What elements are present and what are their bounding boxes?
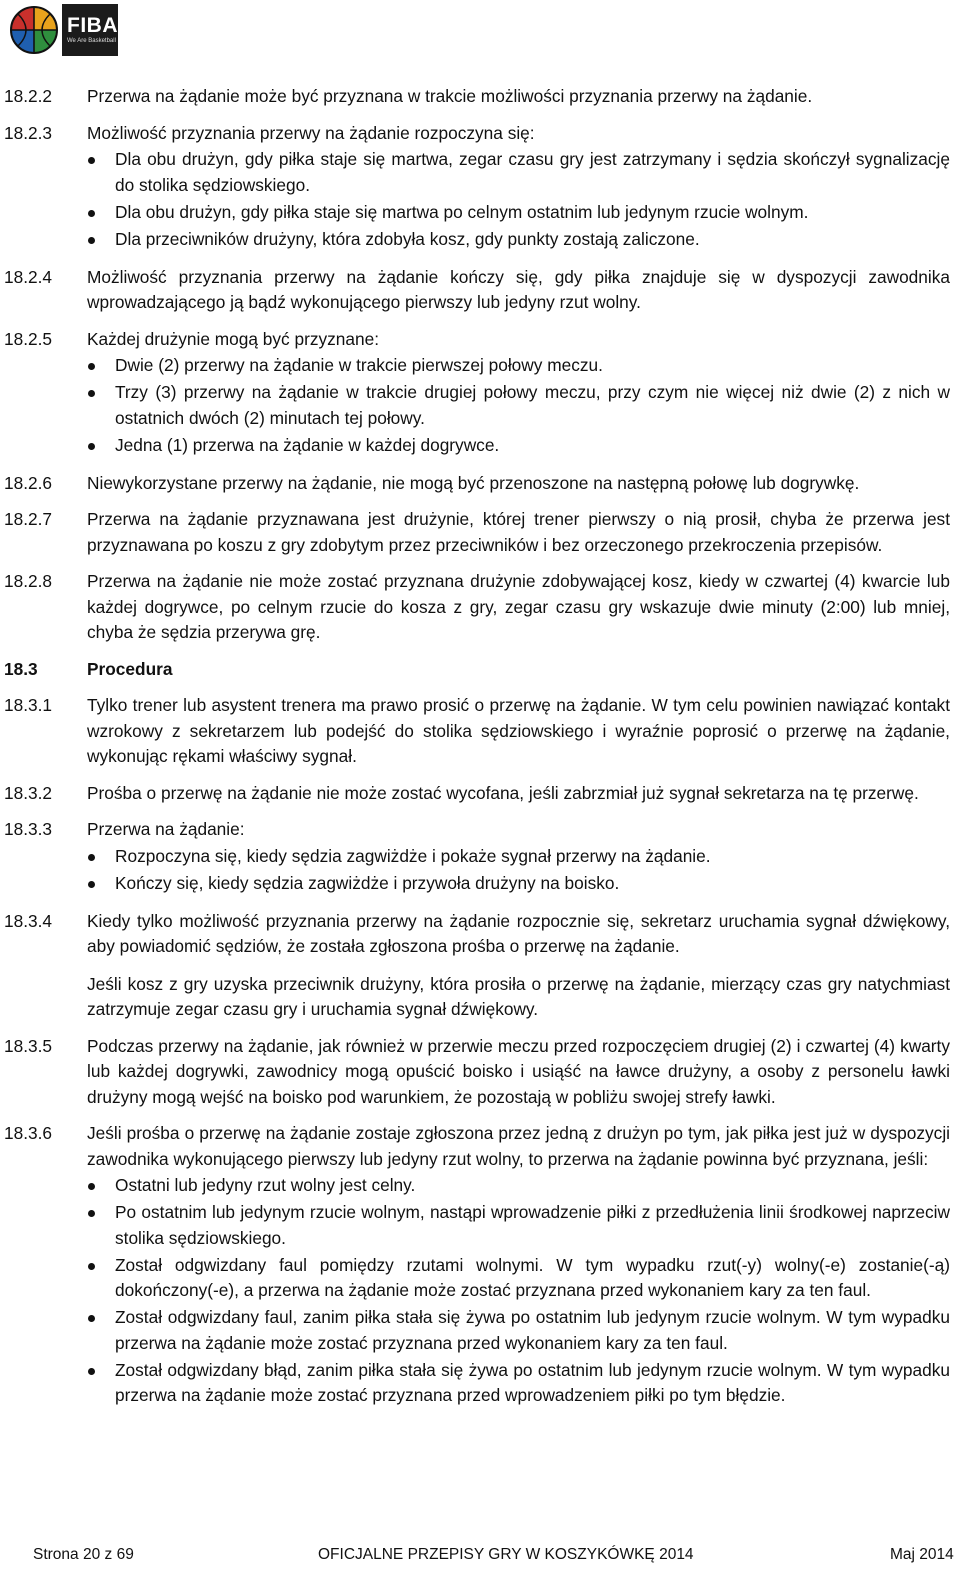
section-number: 18.2.6 — [4, 472, 53, 493]
section-number: 18.3.5 — [4, 1035, 53, 1056]
rule-section — [4, 1121, 950, 1410]
section-body — [87, 693, 950, 770]
section-number: 18.2.5 — [4, 328, 53, 349]
bullet-list — [87, 353, 950, 458]
bullet-item: Został odgwizdany faul pomiędzy rzutami wolnymi. W tym wypadku rzut(-y) wolny(-e) zostanie(-ą) dokończony(-e), a przerwa na żądanie może zostać przyznana przed wykonaniem kary za ten faul. — [87, 1253, 950, 1304]
logo-wordmark — [62, 4, 118, 56]
section-number: 18.3.1 — [4, 695, 53, 715]
logo-text: FIBA — [67, 14, 118, 37]
section-number: 18.2.3 — [4, 122, 53, 143]
section-body — [87, 657, 950, 683]
section-number: 18.3 — [4, 658, 38, 679]
section-paragraph: Podczas przerwy na żądanie, jak również w przerwie meczu przed rozpoczęciem drugiej (2) i czwartej (4) kwarty lub każdej dogrywki, zawodnicy mogą opuścić boisko i usiąść na ławce drużyny, a osoby z personelu ławki drużyny mogą wejść na boisko pod warunkiem, że pozostają w pobliżu swojej strefy ławki. — [87, 1035, 950, 1107]
rule-section — [4, 1034, 950, 1111]
rule-section — [4, 781, 950, 807]
rule-section — [4, 569, 950, 646]
basketball-globe-icon — [6, 4, 62, 56]
rule-section — [4, 327, 950, 460]
section-number: 18.2.4 — [4, 266, 53, 287]
section-number: 18.2.7 — [4, 509, 53, 529]
section-paragraph: Kiedy tylko możliwość przyznania przerwy na żądanie rozpocznie się, sekretarz uruchamia sygnał dźwiękowy, aby powiadomić sędziów, że została zgłoszona prośba o przerwę na żądanie. — [87, 910, 950, 956]
section-body — [87, 327, 950, 460]
section-body — [87, 817, 950, 898]
document-body — [4, 84, 950, 1421]
rule-section — [4, 471, 950, 497]
bullet-item: Rozpoczyna się, kiedy sędzia zagwiżdże i pokaże sygnał przerwy na żądanie. — [87, 844, 950, 870]
bullet-item: Dla przeciwników drużyny, która zdobyła kosz, gdy punkty zostają zaliczone. — [87, 227, 950, 253]
section-paragraph: Niewykorzystane przerwy na żądanie, nie mogą być przenoszone na następną połowę lub dogrywkę. — [87, 472, 860, 493]
logo-tagline: We Are Basketball — [67, 38, 116, 44]
section-body — [87, 471, 950, 497]
rule-section — [4, 817, 950, 898]
section-paragraph: Prośba o przerwę na żądanie nie może zostać wycofana, jeśli zabrzmiał już sygnał sekretarza na tę przerwę. — [87, 782, 919, 803]
section-number: 18.3.2 — [4, 782, 53, 803]
section-paragraph: Możliwość przyznania przerwy na żądanie rozpoczyna się: — [87, 122, 535, 143]
bullet-item: Jedna (1) przerwa na żądanie w każdej dogrywce. — [87, 433, 950, 459]
section-number: 18.2.2 — [4, 86, 53, 106]
section-number: 18.3.6 — [4, 1123, 53, 1143]
rule-section — [4, 84, 950, 110]
section-paragraph: Jeśli kosz z gry uzyska przeciwnik drużyny, która prosiła o przerwę na żądanie, mierzący czas gry natychmiast zatrzymuje zegar czasu gry i uruchamia sygnał dźwiękowy. — [87, 973, 950, 1019]
fiba-logo — [6, 4, 118, 56]
section-body — [87, 1034, 950, 1111]
bullet-item: Ostatni lub jedyny rzut wolny jest celny. — [87, 1173, 950, 1199]
section-body — [87, 909, 950, 1023]
section-paragraph: Przerwa na żądanie może być przyznana w trakcie możliwości przyznania przerwy na żądanie. — [87, 86, 813, 106]
section-paragraph: Przerwa na żądanie: — [87, 819, 245, 839]
bullet-item: Trzy (3) przerwy na żądanie w trakcie drugiej połowy meczu, przy czym nie więcej niż dwie (2) z nich w ostatnich dwóch (2) minutach tej połowy. — [87, 380, 950, 431]
section-paragraph: Możliwość przyznania przerwy na żądanie kończy się, gdy piłka znajduje się w dyspozycji zawodnika wprowadzającego ją bądź wykonującego pierwszy lub jedyny rzut wolny. — [87, 266, 950, 312]
bullet-item: Został odgwizdany faul, zanim piłka stała się żywa po ostatnim lub jedynym rzucie wolnym. W tym wypadku przerwa na żądanie może zostać przyznana przed wykonaniem kary za ten faul. — [87, 1305, 950, 1356]
section-body — [87, 569, 950, 646]
section-number: 18.3.3 — [4, 819, 53, 839]
bullet-list — [87, 147, 950, 252]
section-body — [87, 1121, 950, 1410]
bullet-item: Został odgwizdany błąd, zanim piłka stała się żywa po ostatnim lub jedynym rzucie wolnym. W tym wypadku przerwa na żądanie może zostać przyznana przed wprowadzeniem piłki po tym błędzie. — [87, 1358, 950, 1409]
bullet-list — [87, 844, 950, 897]
section-body — [87, 121, 950, 254]
footer-title: OFICJALNE PRZEPISY GRY W KOSZYKÓWKĘ 2014 — [318, 1546, 694, 1563]
section-number: 18.3.4 — [4, 910, 53, 931]
section-body — [87, 781, 950, 807]
section-body — [87, 265, 950, 316]
section-paragraph: Przerwa na żądanie nie może zostać przyznana drużynie zdobywającej kosz, kiedy w czwartej (4) kwarcie lub każdej dogrywce, po celnym rzucie do kosza z gry, zegar czasu gry wskazuje dwie minuty (2:00) lub mniej, chyba że sędzia przerywa grę. — [87, 571, 950, 642]
bullet-item: Po ostatnim lub jedynym rzucie wolnym, nastąpi wprowadzenie piłki z przedłużenia linii środkowej naprzeciw stolika sędziowskiego. — [87, 1200, 950, 1251]
section-title: Procedura — [87, 658, 173, 679]
section-number: 18.2.8 — [4, 571, 53, 591]
rule-section — [4, 693, 950, 770]
bullet-item: Dla obu drużyn, gdy piłka staje się martwa po celnym ostatnim lub jedynym rzucie wolnym. — [87, 200, 950, 226]
rule-section — [4, 909, 950, 1023]
section-body — [87, 507, 950, 558]
page-footer — [0, 1546, 960, 1568]
section-paragraph: Każdej drużynie mogą być przyznane: — [87, 328, 380, 349]
section-paragraph: Przerwa na żądanie przyznawana jest drużynie, której trener pierwszy o nią prosił, chyba że przerwa jest przyznawana po koszu z gry zdobytym przez przeciwników i bez orzeczonego przekroczenia przepisów. — [87, 509, 950, 555]
bullet-item: Dwie (2) przerwy na żądanie w trakcie pierwszej połowy meczu. — [87, 353, 950, 379]
section-body — [87, 84, 950, 110]
section-paragraph: Jeśli prośba o przerwę na żądanie zostaje zgłoszona przez jedną z drużyn po tym, jak piłka jest już w dyspozycji zawodnika wykonującego pierwszy lub jedyny rzut wolny, to przerwa na żądanie powinna być przyznana, jeśli: — [87, 1123, 950, 1169]
footer-page-number: Strona 20 z 69 — [33, 1546, 134, 1563]
footer-date: Maj 2014 — [890, 1546, 954, 1563]
rule-section — [4, 507, 950, 558]
section-heading — [4, 657, 950, 683]
section-paragraph: Tylko trener lub asystent trenera ma prawo prosić o przerwę na żądanie. W tym celu powinien nawiązać kontakt wzrokowy z sekretarzem lub podejść do stolika sędziowskiego i wyraźnie poprosić o przerwę na żądanie, wykonując rękami właściwy sygnał. — [87, 695, 950, 766]
bullet-list — [87, 1173, 950, 1409]
rule-section — [4, 121, 950, 254]
bullet-item: Kończy się, kiedy sędzia zagwiżdże i przywoła drużyny na boisko. — [87, 871, 950, 897]
bullet-item: Dla obu drużyn, gdy piłka staje się martwa, zegar czasu gry jest zatrzymany i sędzia skończył sygnalizację do stolika sędziowskiego. — [87, 147, 950, 198]
rule-section — [4, 265, 950, 316]
